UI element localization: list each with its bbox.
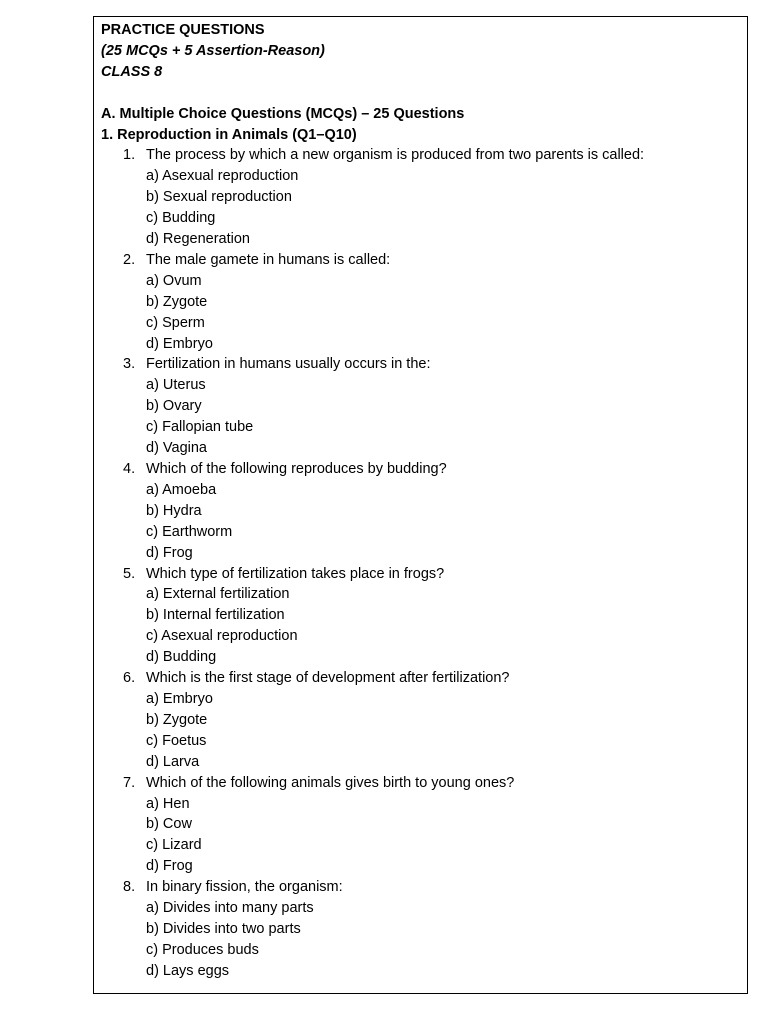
question-text: In binary fission, the organism: (146, 879, 343, 896)
option-d: d) Frog (146, 858, 193, 875)
option-b: b) Sexual reproduction (146, 189, 292, 206)
option-c: c) Foetus (146, 732, 207, 749)
question-number: 5. (123, 565, 136, 582)
option-c: c) Produces buds (146, 941, 259, 958)
option-a: a) External fertilization (146, 586, 290, 603)
document-title: PRACTICE QUESTIONS (101, 22, 265, 38)
question-list (101, 145, 741, 981)
question-item (101, 773, 741, 878)
document-page (93, 16, 748, 994)
question-text: Which type of fertilization takes place in frogs? (146, 565, 445, 582)
option-c: c) Sperm (146, 314, 205, 331)
option-b: b) Internal fertilization (146, 607, 285, 624)
question-number: 6. (123, 670, 136, 687)
question-number: 4. (123, 461, 136, 478)
option-b: b) Divides into two parts (146, 920, 301, 937)
question-text: Fertilization in humans usually occurs in the: (146, 356, 431, 373)
question-item (101, 668, 741, 773)
document-subtitle: (25 MCQs + 5 Assertion-Reason) (101, 42, 325, 59)
option-d: d) Embryo (146, 335, 213, 352)
option-d: d) Frog (146, 544, 193, 561)
option-c: c) Earthworm (146, 523, 233, 540)
question-text-line (101, 773, 741, 794)
question-text: The male gamete in humans is called: (146, 251, 391, 268)
option-d: d) Regeneration (146, 231, 250, 248)
section-subheading: 1. Reproduction in Animals (Q1–Q10) (101, 126, 357, 143)
option-c: c) Lizard (146, 837, 202, 854)
question-item (101, 354, 741, 459)
question-number: 1. (123, 147, 136, 164)
option-a: a) Embryo (146, 690, 213, 707)
option-a: a) Hen (146, 795, 190, 812)
question-number: 7. (123, 774, 136, 791)
option-d: d) Vagina (146, 440, 207, 457)
option-b: b) Zygote (146, 293, 208, 310)
question-text-line (101, 145, 741, 166)
section-heading: A. Multiple Choice Questions (MCQs) – 25 Questions (101, 105, 465, 122)
option-d: d) Larva (146, 753, 200, 770)
question-item (101, 250, 741, 355)
question-number: 2. (123, 251, 136, 268)
question-text: Which of the following reproduces by budding? (146, 461, 447, 478)
option-c: c) Asexual reproduction (146, 628, 298, 645)
question-text: The process by which a new organism is produced from two parents is called: (146, 147, 645, 164)
question-item (101, 564, 741, 669)
question-text-line (101, 459, 741, 480)
option-d: d) Budding (146, 649, 217, 666)
question-text: Which of the following animals gives birth to young ones? (146, 774, 515, 791)
question-number: 3. (123, 356, 136, 373)
option-a: a) Ovum (146, 272, 202, 289)
question-text-line (101, 877, 741, 898)
question-item (101, 877, 741, 982)
question-text-line (101, 668, 741, 689)
question-text-line (101, 250, 741, 271)
spacer (101, 83, 741, 104)
option-c: c) Budding (146, 210, 216, 227)
question-text-line (101, 354, 741, 375)
option-a: a) Uterus (146, 377, 206, 394)
option-b: b) Hydra (146, 502, 202, 519)
option-d: d) Lays eggs (146, 962, 230, 979)
question-item (101, 145, 741, 250)
option-b: b) Ovary (146, 398, 202, 415)
option-a: a) Divides into many parts (146, 900, 314, 917)
question-text: Which is the first stage of development after fertilization? (146, 670, 510, 687)
class-label: CLASS 8 (101, 63, 163, 80)
document-content (101, 20, 741, 982)
option-a: a) Amoeba (146, 481, 217, 498)
option-b: b) Cow (146, 816, 192, 833)
option-a: a) Asexual reproduction (146, 168, 299, 185)
option-b: b) Zygote (146, 711, 208, 728)
option-c: c) Fallopian tube (146, 419, 254, 436)
question-number: 8. (123, 879, 136, 896)
question-text-line (101, 564, 741, 585)
question-item (101, 459, 741, 564)
